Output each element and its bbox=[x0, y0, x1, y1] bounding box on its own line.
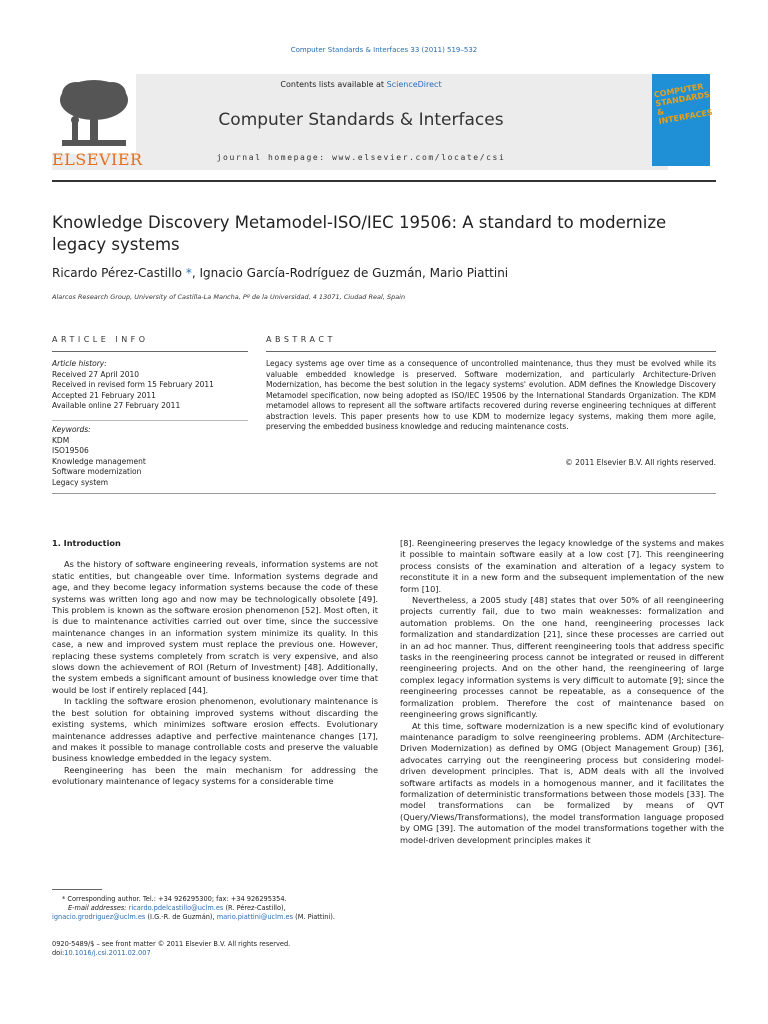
publisher-name: ELSEVIER bbox=[52, 150, 143, 169]
doi-line bbox=[52, 949, 382, 958]
paragraph: At this time, software modernization is a new specific kind of evolutionary maintenance paradigm to solve reengineering problems. ADM (Architecture-Driven Modernization) as defined by OMG (Object Management Group) [36], advocates carrying out the reengineering process but considering model-driven development principles. That is, ADM deals with all the involved software artifacts as models in a homogenous manner, and it facilitates the formalization of deterministic transformations between those models [33]. The model transformations can be formalized by means of QVT (Query/Views/Transformations), the model transformation language proposed by OMG [39]. The automation of the model transformations together with the model-driven development principles makes it bbox=[400, 720, 724, 845]
corresponding-author-mark[interactable]: * bbox=[185, 266, 192, 280]
abstract-copyright: © 2011 Elsevier B.V. All rights reserved. bbox=[565, 458, 716, 467]
front-matter bbox=[52, 940, 382, 958]
email-label: E-mail addresses: bbox=[68, 904, 129, 912]
journal-title: Computer Standards & Interfaces bbox=[218, 110, 504, 130]
email-owner: (I.G.-R. de Guzmán), bbox=[145, 913, 217, 921]
abstract-heading: ABSTRACT bbox=[266, 335, 336, 344]
author-affiliation: Alarcos Research Group, University of Castilla-La Mancha, Pº de la Universidad, 4 13071, Ciudad Real, Spain bbox=[52, 293, 406, 301]
left-column bbox=[52, 538, 378, 788]
keyword: Legacy system bbox=[52, 477, 109, 487]
keyword: Software modernization bbox=[52, 467, 142, 476]
paragraph: As the history of software engineering reveals, information systems are not static entities, but changeable over time. Information systems degrade and age, and they become legacy information systems because the code of these systems was written long ago and now may be technologically obsolete [49]. This problem is known as the software erosion phenomenon [52]. Most often, it is due to maintenance activities carried out over time, since the successive maintenance changes in an information system minimize its quality. In this case, a new and improved system must replace the previous one. However, replacing these systems completely from scratch is very expensive, and also slows down the achievement of ROI (Return of Investment) [48]. Additionally, the system embeds a significant amount of business knowledge over time that would be lost if entirely replaced [44]. bbox=[52, 559, 378, 695]
author-rest: , Ignacio García-Rodríguez de Guzmán, Mario Piattini bbox=[191, 266, 509, 280]
doi-link[interactable]: 10.1016/j.csi.2011.02.007 bbox=[64, 949, 151, 957]
keywords-label: Keywords: bbox=[52, 425, 91, 434]
keywords-rule bbox=[52, 420, 248, 421]
contents-line bbox=[137, 80, 585, 89]
footnotes bbox=[52, 895, 382, 922]
journal-cover-image bbox=[652, 74, 714, 166]
article-title: Knowledge Discovery Metamodel-ISO/IEC 19506: A standard to modernize legacy systems bbox=[52, 213, 667, 254]
email-link[interactable]: ricardo.pdelcastillo@uclm.es bbox=[128, 904, 224, 912]
email-owner: (M. Piattini). bbox=[293, 913, 335, 921]
abstract-bottom-rule bbox=[52, 493, 716, 494]
article-info-rule bbox=[52, 351, 248, 352]
email-line bbox=[52, 904, 382, 913]
paragraph: In tackling the software erosion phenomenon, evolutionary maintenance is the best solution for obtaining improved systems without discarding the existing systems, which minimizes software erosion effects. Evolutionary maintenance addresses adaptive and perfective maintenance changes [17], and makes it possible to manage controllable costs and preserve the valuable business knowledge embedded in the legacy system. bbox=[52, 696, 378, 764]
right-column bbox=[400, 538, 724, 846]
sciencedirect-link[interactable]: ScienceDirect bbox=[386, 80, 442, 89]
history-revised: Received in revised form 15 February 2011 bbox=[52, 380, 214, 389]
footnote-rule bbox=[52, 889, 102, 890]
author-first: Ricardo Pérez-Castillo bbox=[52, 266, 186, 280]
header-rule bbox=[52, 180, 716, 182]
history-received: Received 27 April 2010 bbox=[52, 369, 140, 379]
journal-citation[interactable]: Computer Standards & Interfaces 33 (2011) 519–532 bbox=[290, 46, 478, 54]
keywords-block bbox=[52, 425, 248, 488]
cover-title: COMPUTER STANDARDS & INTERFACES bbox=[653, 81, 714, 127]
keyword: ISO19506 bbox=[52, 446, 89, 455]
paragraph: Reengineering has been the main mechanism for addressing the evolutionary maintenance of legacy systems for a considerable time bbox=[52, 764, 378, 787]
email-link[interactable]: ignacio.grodriguez@uclm.es bbox=[52, 913, 146, 921]
section-heading-introduction: 1. Introduction bbox=[52, 538, 121, 548]
issn-line: 0920-5489/$ – see front matter © 2011 Elsevier B.V. All rights reserved. bbox=[52, 940, 291, 948]
email-link[interactable]: mario.piattini@uclm.es bbox=[216, 913, 294, 921]
contents-prefix: Contents lists available at bbox=[280, 80, 387, 89]
paragraph: Nevertheless, a 2005 study [48] states that over 50% of all reengineering projects currently fail, due to two main weaknesses: formalization and automation problems. On the one hand, reengineering processes lack formalization and standardization [21], since these processes are carried out in an ad hoc manner. Thus, different reengineering tools that address specific tasks in the reengineering process cannot be integrated or reused in different reengineering projects. And on the other hand, the reengineering of large complex legacy information systems is very difficult to automate [9]; since the reengineering processes cannot be repeatable, as a consequence of the formalization problem. Therefore the cost of maintenance based on reengineering grows significantly. bbox=[400, 595, 724, 720]
history-online: Available online 27 February 2011 bbox=[52, 401, 181, 410]
email-owner: (R. Pérez-Castillo), bbox=[223, 904, 286, 912]
article-info-heading: ARTICLE INFO bbox=[52, 335, 149, 344]
doi-prefix: doi: bbox=[52, 949, 65, 957]
article-history bbox=[52, 359, 248, 412]
paragraph: [8]. Reengineering preserves the legacy knowledge of the systems and makes it possible to maintain software easily at a low cost [7]. This reengineering process consists of the examination and alteration of a legacy system to reconstitute it in a new form and the subsequent implementation of the new form [10]. bbox=[400, 538, 724, 594]
email-line bbox=[52, 913, 382, 922]
abstract-text: Legacy systems age over time as a consequence of uncontrolled maintenance, thus they must be evolved while its valuable embedded knowledge is preserved. Software modernization, and particularly Architecture-Driven Modernization, has become the best solution in the legacy systems' evolution. ADM defines the Knowledge Discovery Metamodel specification, now being adopted as ISO/IEC 19506 by the International Standards Organization. The KDM metamodel allows to represent all the software artifacts recovered during reverse engineering techniques at different abstraction levels. This paper presents how to use KDM to modernize legacy systems, making them more agile, preserving the embedded business knowledge and reducing maintenance costs. bbox=[266, 359, 716, 431]
corresponding-author-note: * Corresponding author. Tel.: +34 926295300; fax: +34 926295354. bbox=[62, 895, 287, 903]
journal-homepage[interactable]: journal homepage: www.elsevier.com/locate/csi bbox=[216, 153, 506, 162]
keyword: KDM bbox=[52, 435, 70, 445]
history-label: Article history: bbox=[52, 359, 107, 368]
keyword: Knowledge management bbox=[52, 456, 146, 466]
author-list bbox=[52, 266, 716, 280]
abstract-rule bbox=[266, 351, 716, 352]
history-accepted: Accepted 21 February 2011 bbox=[52, 390, 156, 400]
